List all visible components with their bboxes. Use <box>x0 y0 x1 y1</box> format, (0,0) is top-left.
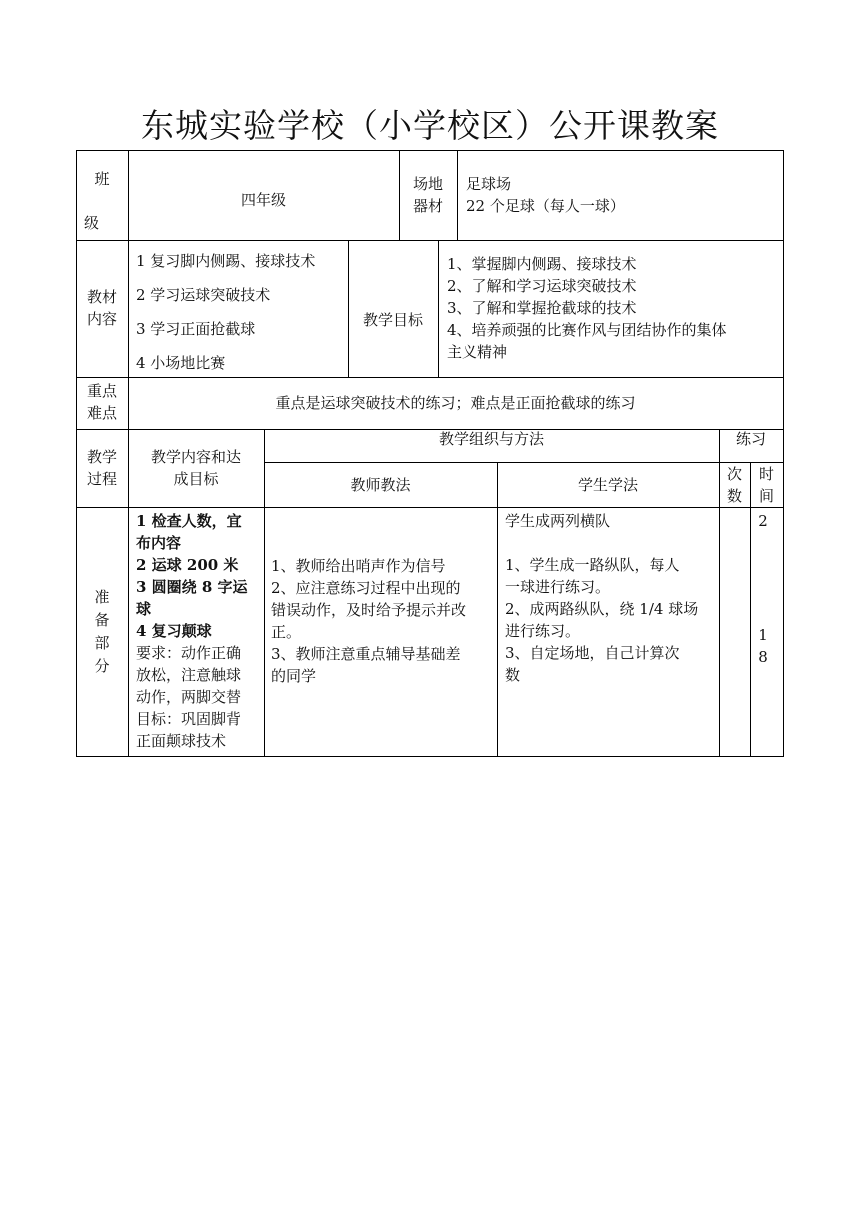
list-item: 3、了解和掌握抢截球的技术 <box>447 299 637 317</box>
list-item: 动作，两脚交替 <box>136 688 242 706</box>
prep-label: 准 备 部 分 <box>94 588 110 675</box>
table-border <box>457 150 458 240</box>
process-header: 教学 过程 <box>86 448 117 488</box>
list-item: 一球进行练习。 <box>505 578 611 596</box>
list-item: 数 <box>505 666 521 684</box>
list-item: 的同学 <box>271 667 317 685</box>
table-border <box>76 150 784 151</box>
list-item: 3 圆圈绕 8 字运 <box>136 578 248 596</box>
list-item: 放松，注意触球 <box>136 666 242 684</box>
list-item: 错误动作，及时给予提示并改 <box>271 601 467 619</box>
teacher-method-header: 教师教法 <box>350 476 411 494</box>
goal-list <box>447 253 783 363</box>
list-item: 进行练习。 <box>505 622 581 640</box>
time-value: 2 <box>758 512 768 530</box>
list-item: 1 检查人数，宜 <box>136 512 242 530</box>
times-header: 次 数 <box>726 465 742 505</box>
page-title: 东城实验学校（小学校区）公开课教案 <box>141 106 719 145</box>
class-label: 班 <box>94 170 110 188</box>
list-item: 3、教师注意重点辅导基础差 <box>271 645 461 663</box>
list-item: 1、学生成一路纵队，每人 <box>505 556 680 574</box>
table-border <box>128 240 129 377</box>
org-method-header: 教学组织与方法 <box>438 430 544 448</box>
class-label: 级 <box>84 214 100 232</box>
table-border <box>783 150 784 757</box>
list-item: 3 学习正面抢截球 <box>136 320 256 338</box>
list-item: 2、应注意练习过程中出现的 <box>271 579 461 597</box>
list-item: 主义精神 <box>447 343 508 361</box>
content-label: 教材 内容 <box>86 288 117 328</box>
focus-value: 重点是运球突破技术的练习；难点是正面抢截球的练习 <box>275 394 636 412</box>
list-item: 2、成两路纵队，绕 1/4 球场 <box>505 600 699 618</box>
list-item: 1 复习脚内侧踢、接球技术 <box>136 252 316 270</box>
focus-label: 重点 难点 <box>86 382 117 422</box>
content-list <box>136 244 346 380</box>
teacher-method <box>271 555 497 687</box>
student-method-header: 学生学法 <box>577 476 638 494</box>
table-border <box>76 507 784 508</box>
table-border <box>76 756 784 757</box>
list-item: 3、自定场地，自己计算次 <box>505 644 680 662</box>
list-item: 2 运球 200 米 <box>136 556 239 574</box>
class-value: 四年级 <box>240 191 286 209</box>
list-item <box>505 532 719 554</box>
list-item: 目标：巩固脚背 <box>136 710 242 728</box>
list-item: 布内容 <box>136 534 182 552</box>
list-item: 4 小场地比赛 <box>136 354 226 372</box>
goal-label: 教学目标 <box>362 311 423 329</box>
list-item: 2 学习运球突破技术 <box>136 286 271 304</box>
list-item: 要求：动作正确 <box>136 644 242 662</box>
table-border <box>497 462 498 757</box>
practice-header: 练习 <box>735 430 766 448</box>
list-item: 1、教师给出哨声作为信号 <box>271 557 446 575</box>
student-method <box>505 510 719 686</box>
venue-label: 场地 器材 <box>412 175 443 215</box>
list-item: 球 <box>136 600 152 618</box>
table-border <box>438 240 439 377</box>
list-item: 4、培养顽强的比赛作风与团结协作的集体 <box>447 321 727 339</box>
table-border <box>76 240 784 241</box>
list-item: 正面颠球技术 <box>136 732 227 750</box>
content-header: 教学内容和达 成目标 <box>150 448 241 488</box>
prep-content <box>136 510 264 752</box>
list-item: 4 复习颠球 <box>136 622 212 640</box>
venue-value: 足球场 22 个足球（每人一球） <box>466 175 625 215</box>
list-item: 正。 <box>271 623 302 641</box>
list-item: 2、了解和学习运球突破技术 <box>447 277 637 295</box>
table-border <box>264 462 784 463</box>
time-value: 1 8 <box>758 626 768 666</box>
list-item: 学生成两列横队 <box>505 512 611 530</box>
time-header: 时 间 <box>758 465 774 505</box>
list-item: 1、掌握脚内侧踢、接球技术 <box>447 255 637 273</box>
